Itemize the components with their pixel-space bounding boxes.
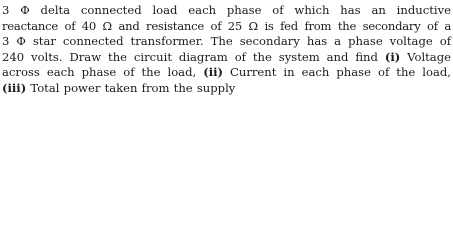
problem-line-6 [2,81,451,97]
line-5-tail: Current in each phase of the load, [223,65,451,80]
problem-line-4 [2,50,451,66]
problem-text [2,3,451,97]
problem-line-5 [2,65,451,81]
line-4-tail: Voltage [400,49,451,64]
line-6-tail: Total power taken from the supply [26,80,236,95]
problem-line-3: 3 Φ star connected transformer. The secondary has a phase voltage of [2,34,451,49]
part-iii-marker: (iii) [2,80,27,95]
line-4-text: 240 volts. Draw the circuit diagram of the system and find [2,49,385,64]
part-i-marker: (i) [384,49,401,64]
line-5-text: across each phase of the load, [2,65,204,80]
problem-line-2: reactance of 40 Ω and resistance of 25 Ω is fed from the secondary of a [2,18,451,33]
part-ii-marker: (ii) [203,65,223,80]
problem-line-1: 3 Φ delta connected load each phase of which has an inductive [2,3,451,17]
